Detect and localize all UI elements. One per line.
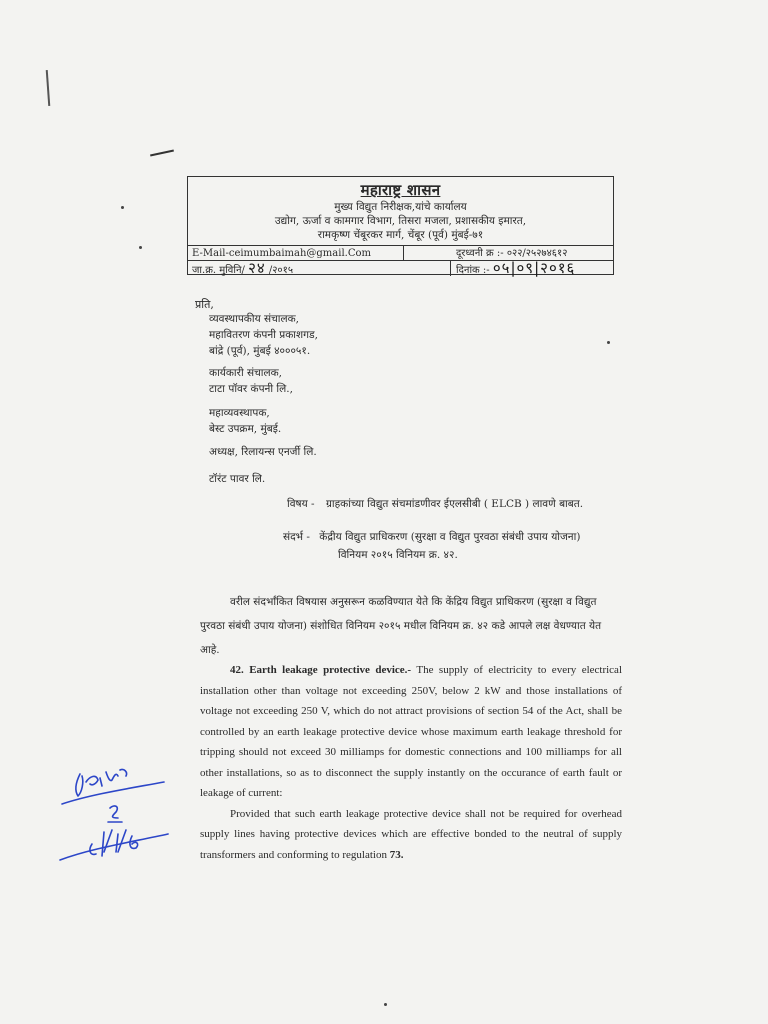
speck: [139, 246, 142, 249]
office-name: मुख्य विद्युत निरीक्षक,यांचे कार्यालय: [334, 201, 467, 213]
recipient-5: [195, 471, 265, 487]
subject-text: ग्राहकांच्या विद्युत संचमांडणीवर ईएलसीबी ( ELCB ) लावणे बाबत.: [325, 498, 584, 510]
recipient-4-line: अध्यक्ष, रिलायन्स एनर्जी लि.: [209, 446, 317, 458]
office-address: रामकृष्ण चेंबूरकर मार्ग, चेंबूर (पूर्व) मुंबई-७१: [317, 229, 484, 241]
department: उद्योग, ऊर्जा व कामगार विभाग, तिसरा मजला, प्रशासकीय इमारत,: [274, 215, 527, 227]
recipient-4: [195, 444, 317, 460]
outward-ref: [192, 261, 293, 278]
regulation-heading: 42. Earth leakage protective device.-: [230, 664, 412, 676]
recipient-3: [195, 405, 281, 437]
proviso-regulation: 73.: [389, 848, 404, 861]
proviso-text: Provided that such earth leakage protective device shall not be required for overhead supply lines having protective devices which are effective bonded to the neutral of supply transformers and conforming to regulation: [200, 807, 622, 861]
recipient-1-line: महावितरण कंपनी प्रकाशगड,: [209, 329, 319, 341]
date-value: ०५|०९|२०१६: [492, 259, 576, 277]
outward-ref-year: /२०१५: [268, 265, 294, 276]
letter-date: [456, 261, 575, 278]
handwritten-signature: [52, 752, 172, 872]
salutation: प्रति,: [195, 298, 214, 311]
outward-ref-number: २४: [248, 259, 266, 277]
email: E-Mail-ceimumbaimah@gmail.Com: [192, 248, 371, 259]
recipient-3-line: महाव्यवस्थापक,: [209, 407, 270, 419]
reference-line: केंद्रीय विद्युत प्राधिकरण (सुरक्षा व विद्युत पुरवठा संबंधी उपाय योजना): [319, 531, 581, 543]
regulation-body: The supply of electricity to every electrical installation other than voltage not exceeding 250V, below 2 kW and those installations of voltage not exceeding 250 V, which do not attract provisions of section 54 of the Act, shall be controlled by an earth leakage protective device whose maximum earth leakage threshold for tripping should not exceed 30 milliamps for domestic connections and 100 milliamps for all other installations, so as to disconnect the supply instantly on the occurance of earth fault or leakage of current:: [200, 664, 622, 799]
recipient-3-line: बेस्ट उपक्रम, मुंबई.: [209, 423, 282, 435]
pen-mark: [150, 150, 174, 157]
subject-line: [287, 497, 583, 511]
date-label: दिनांक :-: [456, 265, 490, 276]
recipient-2: [195, 365, 293, 397]
reference-row: [188, 260, 613, 276]
recipient-2-line: टाटा पॉवर कंपनी लि.,: [209, 383, 293, 395]
phone: दूरध्वनी क्र :- ०२२/२५२७४६१२: [456, 248, 568, 259]
letterhead-title: महाराष्ट्र शासन: [360, 181, 441, 199]
speck: [607, 341, 610, 344]
recipient-2-line: कार्यकारी संचालक,: [209, 367, 283, 379]
recipient-1-line: व्यवस्थापकीय संचालक,: [209, 313, 300, 325]
recipient-1-line: बांद्रे (पूर्व), मुंबई ४०००५१.: [209, 345, 311, 357]
body-paragraph-marathi: वरील संदर्भांकित विषयास अनुसरून कळविण्यात येते कि केंद्रिय विद्युत प्राधिकरण (सुरक्षा व विद्युत पुरवठा संबंधी उपाय योजना) संशोधित विनियम २०१५ मधील विनियम क्र. ४२ कडे आपले लक्ष वेधण्यात येत आहे.: [200, 596, 602, 656]
recipient-5-line: टॉरंट पावर लि.: [209, 473, 266, 485]
reference-line: विनियम २०१५ विनियम क्र. ४२.: [338, 549, 458, 561]
subject-label: विषय -: [287, 498, 315, 510]
speck: [121, 206, 124, 209]
pen-mark: [46, 70, 51, 106]
reference-block: [283, 528, 580, 564]
reference-label: संदर्भ -: [283, 531, 310, 543]
speck: [384, 1003, 387, 1006]
regulation-text: [200, 660, 622, 865]
recipient-1: [195, 311, 318, 359]
letterhead-box: [187, 176, 614, 275]
outward-ref-prefix: जा.क्र. मुविनि/: [192, 265, 245, 276]
